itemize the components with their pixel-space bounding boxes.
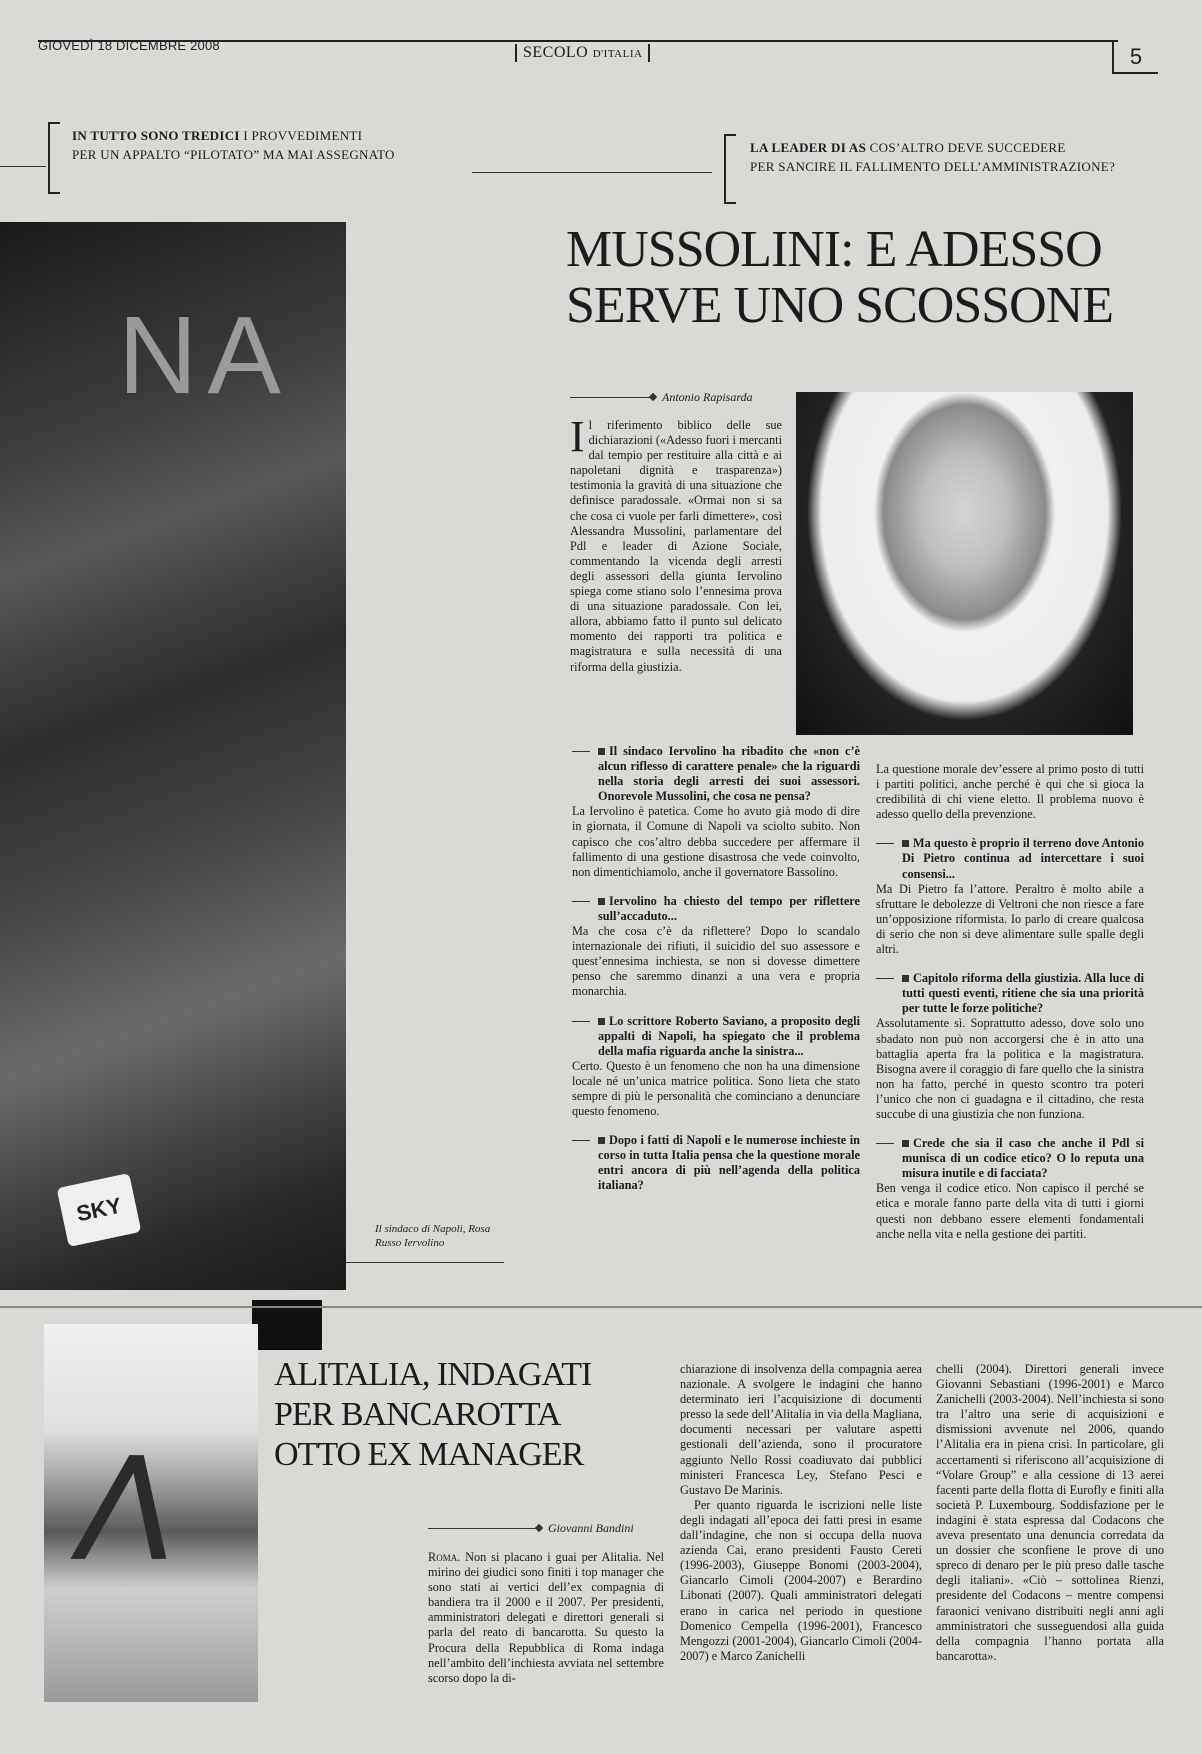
question-1: [572, 744, 860, 804]
left-kicker: [72, 126, 492, 164]
left-margin-rule: [0, 166, 46, 167]
photo-background-letters: NA: [118, 294, 291, 417]
right-kicker-line2: PER SANCIRE IL FALLIMENTO DELL’AMMINISTRAZIONE?: [750, 159, 1116, 174]
right-kicker: [750, 138, 1170, 176]
interview-column-1: [572, 738, 860, 1194]
alitalia-paragraph-1: [428, 1550, 664, 1686]
question-7-text: Crede che sia il caso che anche il Pdl si munisca di un codice etico? O lo reputa una misura inutile e di facciata?: [902, 1136, 1144, 1181]
question-2-text: Iervolino ha chiesto del tempo per riflettere sull’accaduto...: [598, 893, 860, 923]
question-4-text: Dopo i fatti di Napoli e le numerose inchieste in corso in tutta Italia pensa che la questione morale entri ancora di più nell’agenda della politica italiana?: [598, 1133, 860, 1193]
issue-date: GIOVEDÌ 18 DICEMBRE 2008: [38, 38, 220, 53]
main-byline: Antonio Rapisarda: [662, 390, 753, 404]
answer-3: Certo. Questo è un fenomeno che non ha una dimensione locale né un’unica matrice politica. Sono lieta che stato sempre di più le personalità che cominciano a denunciare questo fenomeno.: [572, 1058, 860, 1119]
right-kicker-rest: COS’ALTRO DEVE SUCCEDERE: [866, 140, 1066, 155]
alitalia-col1-text: Non si placano i guai per Alitalia. Nel mirino dei giudici sono finiti i top manager che sono stati ai vertici dell’ex compagnia di bandiera tra il 2000 e il 2007. Per presidenti, amministratori delegati e direttori generali si parla del reato di bancarotta. Su questo la Procura della Repubblica di Roma indaga nell’ambito dell’inchiesta avviata nel settembre scorso dopo la di-: [428, 1550, 664, 1685]
drop-cap: I: [570, 412, 585, 461]
main-lead-column: [570, 412, 782, 675]
article-separator: [0, 1306, 1202, 1308]
main-byline-rule: [570, 397, 652, 398]
question-6: [876, 971, 1144, 1016]
alitalia-column-1: [428, 1550, 664, 1686]
answer-7: Ben venga il codice etico. Non capisco il perché se etica e morale fanno parte della vita di tutti i giorni questi non debbano essere elementi fondamentali anche nella vita e nella gestione dei partiti.: [876, 1181, 1144, 1241]
question-3: [572, 1014, 860, 1059]
newspaper-name: [515, 44, 650, 62]
right-kicker-bracket: [724, 134, 736, 204]
question-6-text: Capitolo riforma della giustizia. Alla luce di tutti questi eventi, ritiene che sia una priorità per tutte le forze politiche?: [902, 971, 1144, 1016]
answer-6: Assolutamente sì. Soprattutto adesso, dove solo uno sbadato non può non accorgersi che è in atto una battaglia aperta fra la politica e la magistratura. Bisogna avere il coraggio di fare quello che la sinistra non ha fatto, perché in questo scontro tra poteri l’unico che non ci guadagna e il cittadino, che resta succube di una giustizia che non funziona.: [876, 1016, 1144, 1121]
caption-rule: [346, 1262, 504, 1263]
main-byline-diamond: [649, 393, 657, 401]
alitalia-headline-line2: PER BANCAROTTA: [274, 1396, 561, 1433]
newspaper-suffix: D'ITALIA: [592, 48, 643, 60]
question-5-text: Ma questo è proprio il terreno dove Antonio Di Pietro continua ad intercettare i suoi consensi...: [902, 836, 1144, 881]
question-1-text: Il sindaco Iervolino ha ribadito che «non c’è alcun riflesso di carattere penale» che la riguardi nella storia degli arresti dei suoi assessori. Onorevole Mussolini, che cosa ne pensa?: [598, 744, 860, 804]
answer-2: Ma che cosa c’è da riflettere? Dopo lo scandalo internazionale dei rifiuti, il suicidio del suo assessore e quest’ennesima inchiesta, se non si dovesse dimettere penso che saremmo dinanzi a una vera e propria monarchia.: [572, 924, 860, 999]
mussolini-portrait: [796, 392, 1133, 735]
mayor-photo: [0, 222, 346, 1290]
photo-caption: Il sindaco di Napoli, Rosa Russo Iervolino: [375, 1223, 491, 1249]
newspaper-title: SECOLO: [523, 44, 589, 61]
alitalia-headline-line3: OTTO EX MANAGER: [274, 1436, 584, 1473]
alitalia-plane-photo: [44, 1324, 258, 1702]
answer-5: Ma Di Pietro fa l’attore. Peraltro è molto abile a sfruttare le debolezze di Veltroni che non riesce a fare un’opposizione riformista. Io parlo di creare qualcosa di serio che non si deve alimentare sulle spalle degli altri.: [876, 881, 1144, 957]
question-3-text: Lo scrittore Roberto Saviano, a proposito degli appalti di Napoli, ha spiegato che il problema della mafia riguarda anche la sinistra...: [598, 1013, 860, 1058]
left-kicker-bold: IN TUTTO SONO TREDICI: [72, 128, 240, 143]
main-headline: [566, 222, 1166, 334]
alitalia-tail-logo: ⋀: [73, 1437, 185, 1560]
main-headline-line2: SERVE UNO SCOSSONE: [566, 277, 1114, 334]
question-5: [876, 836, 1144, 881]
main-lead-paragraph: [570, 412, 782, 675]
left-kicker-line2: PER UN APPALTO “PILOTATO” MA MAI ASSEGNATO: [72, 147, 395, 162]
sky-microphone-logo: SKY: [57, 1173, 142, 1247]
alitalia-headline-line1: ALITALIA, INDAGATI: [274, 1356, 592, 1393]
alitalia-paragraph-3: Per quanto riguarda le iscrizioni nelle liste degli indagati all’epoca dei fatti presi in esame dall’indagine, che non si occupa della nuova azienda Cai, erano presidenti Fausto Cereti (1996-2003), Giuseppe Bonomi (2003-2004), Giancarlo Cimoli (2004-2007) e Berardino Libonati (2007). Quali amministratori delegati erano in carica nel periodo in questione Domenico Cempella (1996-2001), Francesco Mengozzi (2001-2004), Giancarlo Cimoli (2004-2007) e Marco Zanichelli: [680, 1497, 922, 1663]
answer-4: La questione morale dev’essere al primo posto di tutti i partiti politici, anche perché è qui che si gioca la credibilità di chi viene eletto. Il problema nuovo è adesso quello della prevenzione.: [876, 762, 1144, 822]
interview-column-2: [876, 762, 1144, 1242]
left-kicker-bracket: [48, 122, 60, 194]
question-7: [876, 1136, 1144, 1181]
alitalia-byline-rule: [428, 1528, 536, 1529]
main-headline-line1: MUSSOLINI: E ADESSO: [566, 221, 1102, 278]
page-number: 5: [1112, 42, 1158, 74]
alitalia-byline: Giovanni Bandini: [548, 1521, 634, 1535]
alitalia-column-3: [936, 1362, 1164, 1664]
left-kicker-rest: I PROVVEDIMENTI: [239, 128, 363, 143]
left-kicker-rule: [472, 172, 712, 173]
alitalia-paragraph-2: chiarazione di insolvenza della compagnia aerea nazionale. A svolgere le indagini che hanno determinato ieri l’acquisizione di documenti presso la sede dell’Alitalia in via della Magliana, documenti necessari per valutare aspetti gestionali dell’azienda, sono il procuratore aggiunto Nello Rossi coadiuvato dai pubblici ministeri Francesca Ley, Stefano Pesci e Gustavo De Marinis.: [680, 1362, 922, 1497]
alitalia-paragraph-4: chelli (2004). Direttori generali invece Giovanni Sebastiani (1996-2001) e Marco Zanichelli (2003-2004). Nell’inchiesta si sono tra l’altro una serie di acquisizioni e dismissioni avvenute nel 2006, quando l’Alitalia era in piena crisi. In particolare, gli accertamenti si riferiscono all’acquisizione di “Volare Group” e alla cessione di 13 aerei facenti parte della flotta di Eurofly e finiti alla società P. Luxembourg. Soddisfazione per le indagini è stata espressa dal Codacons che aveva presentato una denuncia corredata da un dossier che sconfiene le prove di uno spreco di denaro per le più preso dalle tasche degli italiani». «Ciò – sottolinea Rienzi, presidente del Codacons – mentre compensi faraonici venivano distribuiti negli anni agli amministratori che susseguendosi alla guida della compagnia l’hanno portata alla bancarotta».: [936, 1362, 1164, 1663]
main-lead-text: l riferimento biblico delle sue dichiarazioni («Adesso fuori i mercanti dal tempio per restituire alla città e ai napoletani dignità e trasparenza») testimonia la gravità di una situazione che definisce paradossale. «Ormai non si sa che cosa ci vuole per farli dimettere», così Alessandra Mussolini, parlamentare del Pdl e leader di Azione Sociale, commentando la vicenda degli arresti degli assessori della giunta Iervolino spiega come stiano solo l’ennesima prova di una situazione paradossale. Con lei, allora, abbiamo fatto il punto sul delicato momento dei rapporti tra politica e magistratura e sulla necessità di una riforma della giustizia.: [570, 418, 782, 674]
alitalia-dateline: Roma.: [428, 1550, 461, 1564]
answer-1: La Iervolino è patetica. Come ho avuto già modo di dire in giornata, il Comune di Napoli va sciolto subito. Non capisco che cos’altro debba succedere per affermare il fallimento di una gestione disastrosa che vede coinvolto, non dimentichiamolo, anche il governatore Bassolino.: [572, 804, 860, 879]
alitalia-headline: [274, 1355, 654, 1475]
alitalia-byline-diamond: [535, 1524, 543, 1532]
alitalia-column-2: [680, 1362, 922, 1664]
question-4: [572, 1133, 860, 1193]
right-kicker-bold: LA LEADER DI AS: [750, 140, 867, 155]
question-2: [572, 894, 860, 924]
